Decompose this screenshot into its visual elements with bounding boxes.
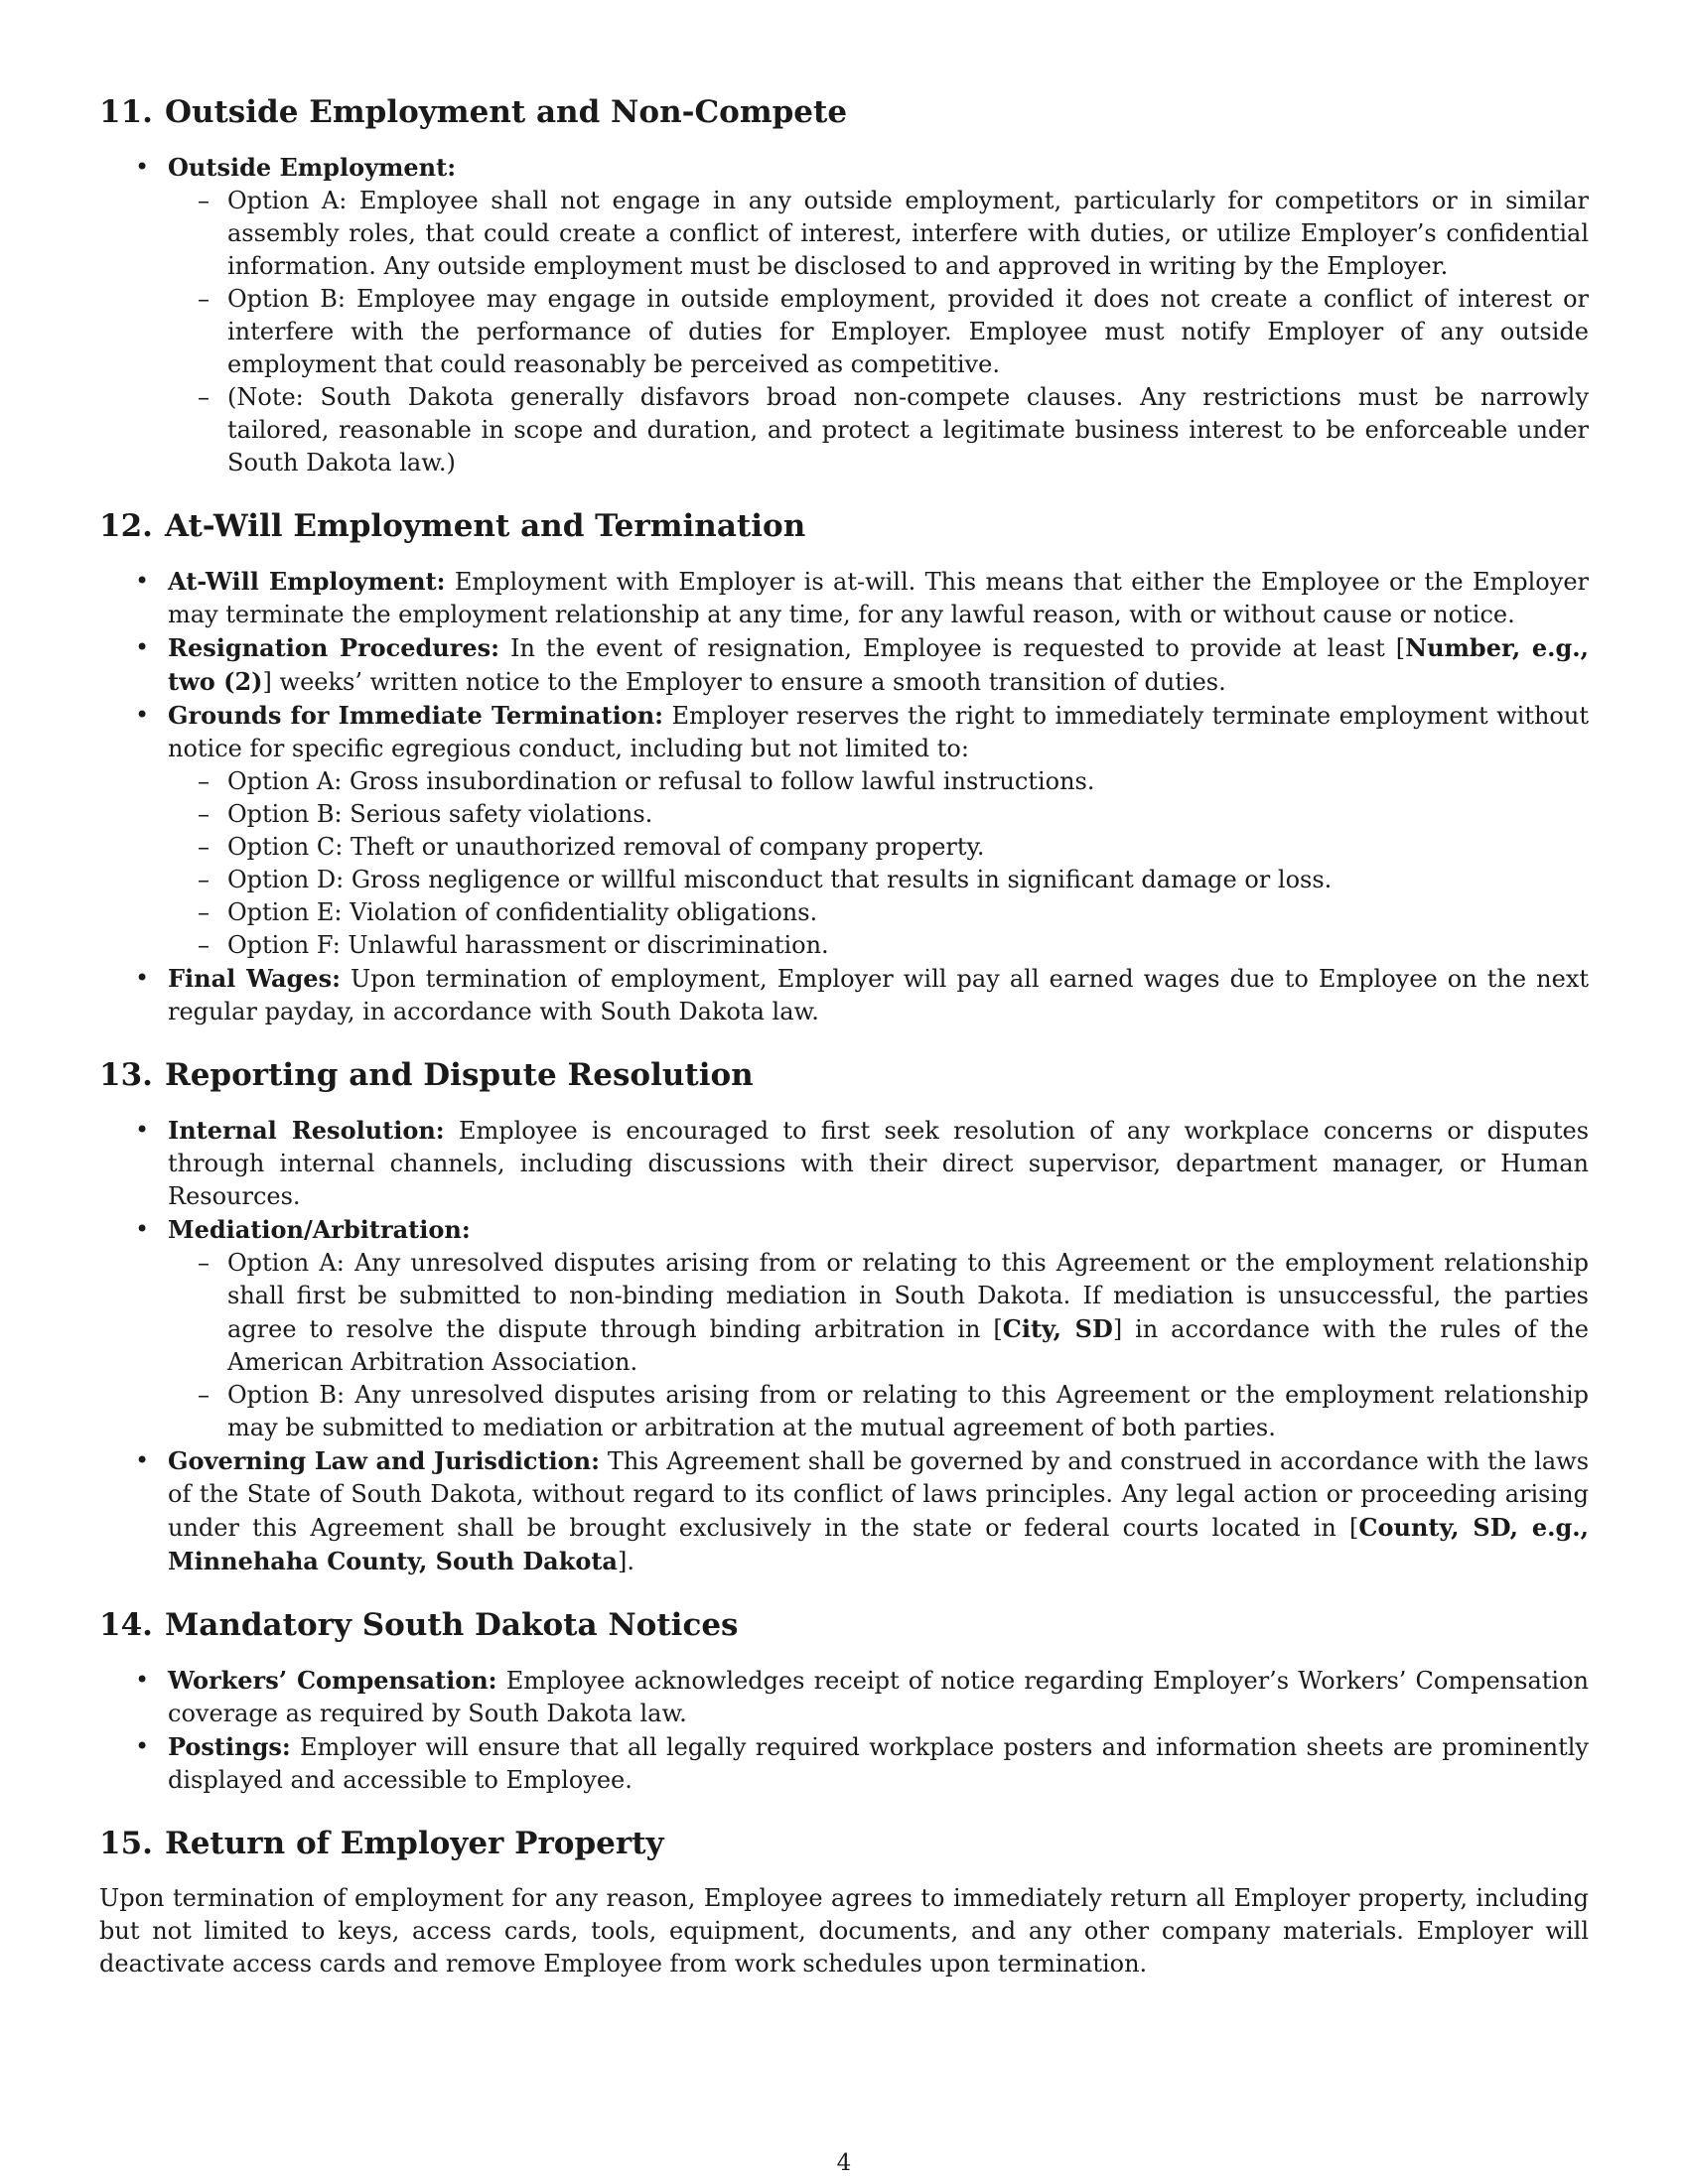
postings-label: Postings: [168, 1732, 291, 1761]
section-11-heading: 11. Outside Employment and Non-Compete [99, 94, 848, 130]
section-14 [99, 1604, 1589, 1797]
outside-employment-item [99, 151, 1589, 479]
resignation-placeholder: Number, e.g., two (2) [168, 633, 1589, 696]
final-wages-label: Final Wages: [168, 964, 341, 993]
section-14-list [99, 1664, 1589, 1797]
return-property-paragraph: Upon termination of employment for any reason, Employee agrees to immediately return all Employer property, including but not limited to keys, access cards, tools, equipment, documents, and any other company materials. Employer will deactivate access cards and remove Employee from work schedules upon termination. [99, 1884, 1589, 1978]
page-number: 4 [836, 2150, 852, 2176]
mediation-label: Mediation/Arbitration: [168, 1215, 471, 1244]
section-15-heading: 15. Return of Employer Property [99, 1826, 664, 1861]
governing-law-label: Governing Law and Jurisdiction: [168, 1446, 600, 1475]
document-page [99, 91, 1589, 2006]
resignation-item: • Resignation Procedures: In the event of resignation, Employee is requested to provide at least [Number, e.g., two (2)] weeks’ written notice to the Employer to ensure a smooth transition of duties. [99, 631, 1589, 699]
outside-employment-options [168, 185, 1589, 479]
grounds-option: – Option D: Gross negligence or willful misconduct that results in significant damage or loss. [168, 864, 1589, 896]
at-will-text: Employment with Employer is at-will. This means that either the Employee or the Employer may terminate the employment relationship at any time, for any lawful reason, with or without cause or notice. [168, 568, 1589, 628]
resignation-label: Resignation Procedures: [168, 633, 500, 662]
section-12 [99, 505, 1589, 1028]
mediation-option-b: – Option B: Any unresolved disputes arising from or relating to this Agreement or the employment relationship may be submitted to mediation or arbitration at the mutual agreement of both parties. [168, 1379, 1589, 1444]
grounds-options [168, 765, 1589, 962]
section-11 [99, 91, 1589, 479]
outside-option-b: – Option B: Employee may engage in outside employment, provided it does not create a conflict of interest or interfere with the performance of duties for Employer. Employee must notify Employer of any outside employment that could reasonably be perceived as competitive. [168, 283, 1589, 381]
internal-resolution-item: • Internal Resolution: Employee is encouraged to first seek resolution of any workplace concerns or disputes through internal channels, including discussions with their direct supervisor, department manager, or Human Resources. [99, 1114, 1589, 1213]
mediation-item [99, 1213, 1589, 1444]
at-will-item [99, 565, 1589, 631]
grounds-option: – Option C: Theft or unauthorized removal of company property. [168, 831, 1589, 864]
city-placeholder: City, SD [1002, 1314, 1113, 1343]
grounds-option: – Option F: Unlawful harassment or discrimination. [168, 929, 1589, 962]
grounds-item: • Grounds for Immediate Termination: Employer reserves the right to immediately terminate employment without notice for specific egregious conduct, including but not limited to: – Option A: Gross insubordination or refusal to follow lawful instructions. – Option B: Serious safety violations. – Option C: Theft or unauthorized removal of company property. – Option D: Gross negligence or willful misconduct that results in significant damage or loss. – Option E: Violation of confidentiality obligations. – Option F: Unlawful harassment or discrimination. [99, 699, 1589, 962]
section-13-list [99, 1114, 1589, 1578]
outside-option-a: – Option A: Employee shall not engage in any outside employment, particularly for competitors or in similar assembly roles, that could create a conflict of interest, interfere with duties, or utilize Employer’s confidential information. Any outside employment must be disclosed to and approved in writing by the Employer. [168, 185, 1589, 283]
workers-comp-item: • Workers’ Compensation: Employee acknowledges receipt of notice regarding Employer’s Workers’ Compensation coverage as required by South Dakota law. [99, 1664, 1589, 1730]
grounds-option: – Option E: Violation of confidentiality obligations. [168, 896, 1589, 929]
section-14-heading: 14. Mandatory South Dakota Notices [99, 1607, 739, 1643]
section-12-heading: 12. At-Will Employment and Termination [99, 508, 806, 544]
postings-item: • Postings: Employer will ensure that all legally required workplace posters and information sheets are prominently displayed and accessible to Employee. [99, 1730, 1589, 1797]
mediation-option-a: – Option A: Any unresolved disputes arising from or relating to this Agreement or the employment relationship shall first be submitted to non-binding mediation in South Dakota. If mediation is unsuccessful, the parties agree to resolve the dispute through binding arbitration in [City, SD] in accordance with the rules of the American Arbitration Association. [168, 1247, 1589, 1379]
workers-comp-label: Workers’ Compensation: [168, 1666, 497, 1695]
section-15 [99, 1823, 1589, 1980]
section-11-list [99, 151, 1589, 479]
mediation-options [168, 1247, 1589, 1444]
grounds-option: – Option A: Gross insubordination or refusal to follow lawful instructions. [168, 765, 1589, 798]
final-wages-item: • Final Wages: Upon termination of employment, Employer will pay all earned wages due to Employee on the next regular payday, in accordance with South Dakota law. [99, 962, 1589, 1028]
non-compete-note: – (Note: South Dakota generally disfavors broad non-compete clauses. Any restrictions must be narrowly tailored, reasonable in scope and duration, and protect a legitimate business interest to be enforceable under South Dakota law.) [168, 381, 1589, 479]
county-placeholder: County, SD, e.g., Minnehaha County, South Dakota [168, 1513, 1590, 1575]
section-12-list [99, 565, 1589, 1028]
at-will-label: At-Will Employment: [168, 567, 446, 596]
section-13-heading: 13. Reporting and Dispute Resolution [99, 1057, 754, 1093]
section-13 [99, 1054, 1589, 1578]
outside-employment-label: Outside Employment: [168, 153, 457, 182]
grounds-option: – Option B: Serious safety violations. [168, 798, 1589, 831]
grounds-label: Grounds for Immediate Termination: [168, 701, 663, 730]
governing-law-item: • Governing Law and Jurisdiction: This Agreement shall be governed by and construed in accordance with the laws of the State of South Dakota, without regard to its conflict of laws principles. Any legal action or proceeding arising under this Agreement shall be brought exclusively in the state or federal courts located in [County, SD, e.g., Minnehaha County, South Dakota]. [99, 1444, 1589, 1578]
internal-resolution-label: Internal Resolution: [168, 1116, 445, 1145]
